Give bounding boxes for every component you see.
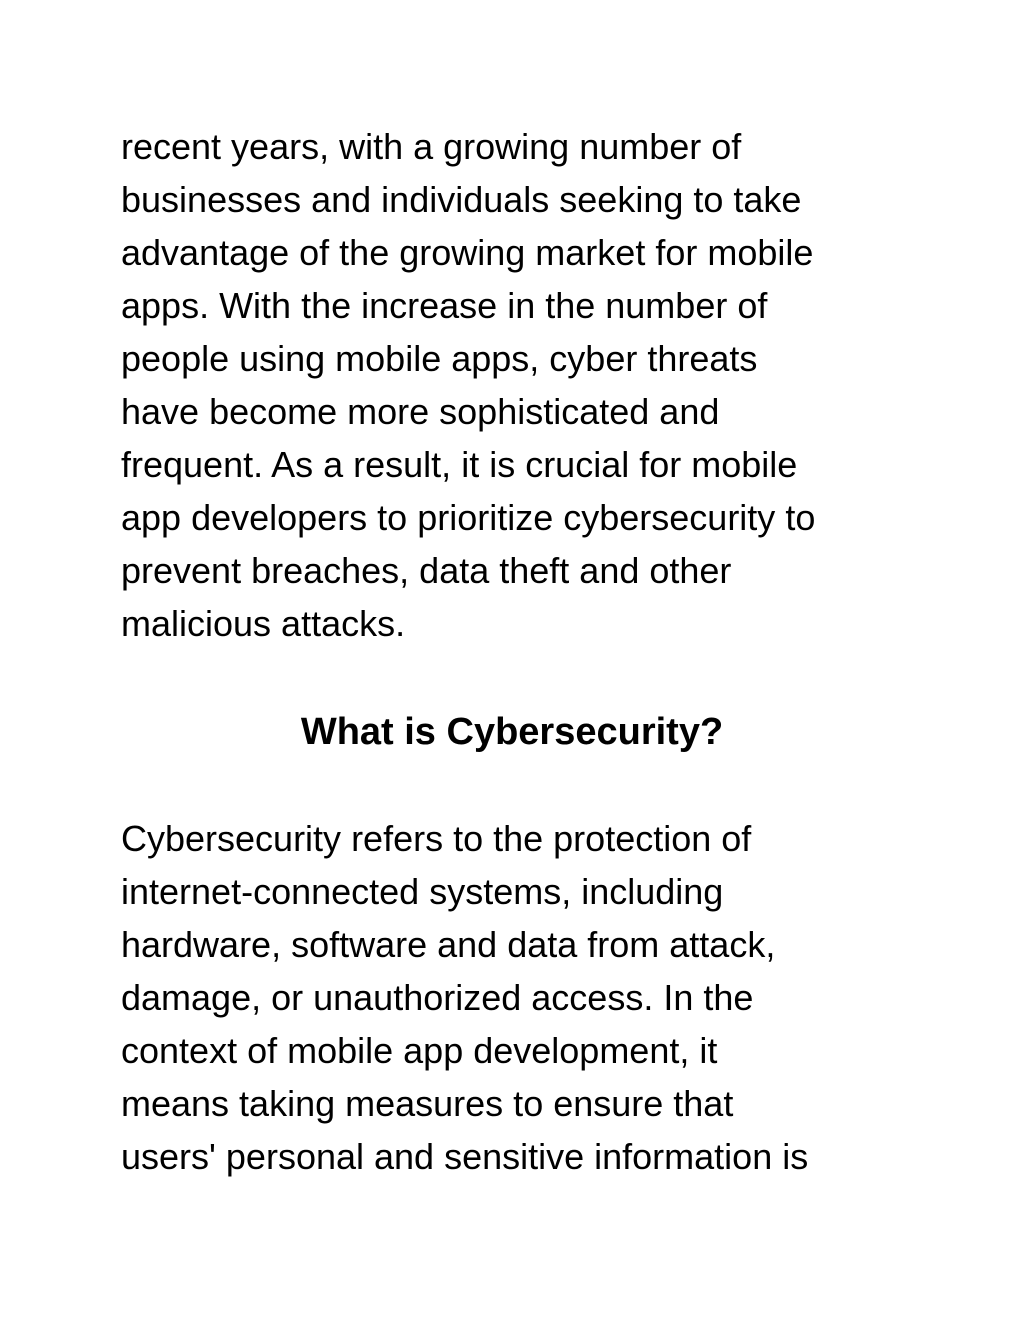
paragraph-line: users' personal and sensitive information is [121, 1136, 809, 1177]
paragraph-line: Cybersecurity refers to the protection of [121, 818, 752, 859]
paragraph-line: malicious attacks. [121, 603, 406, 644]
paragraph-line: people using mobile apps, cyber threats [121, 338, 758, 379]
paragraph-line: apps. With the increase in the number of [121, 285, 768, 326]
paragraph-line: advantage of the growing market for mobile [121, 232, 814, 273]
paragraph-line: context of mobile app development, it [121, 1030, 718, 1071]
paragraph-line: businesses and individuals seeking to take [121, 179, 802, 220]
paragraph-line: recent years, with a growing number of [121, 126, 742, 167]
paragraph-line: prevent breaches, data theft and other [121, 550, 732, 591]
paragraph-line: means taking measures to ensure that [121, 1083, 734, 1124]
paragraph-line: damage, or unauthorized access. In the [121, 977, 754, 1018]
paragraph-line: app developers to prioritize cybersecurity to [121, 497, 816, 538]
definition-paragraph [121, 812, 808, 1183]
paragraph-line: frequent. As a result, it is crucial for mobile [121, 444, 798, 485]
section-heading: What is Cybersecurity? [300, 711, 724, 753]
intro-paragraph [121, 120, 815, 650]
paragraph-line: have become more sophisticated and [121, 391, 720, 432]
paragraph-line: hardware, software and data from attack, [121, 924, 776, 965]
paragraph-line: internet-connected systems, including [121, 871, 724, 912]
